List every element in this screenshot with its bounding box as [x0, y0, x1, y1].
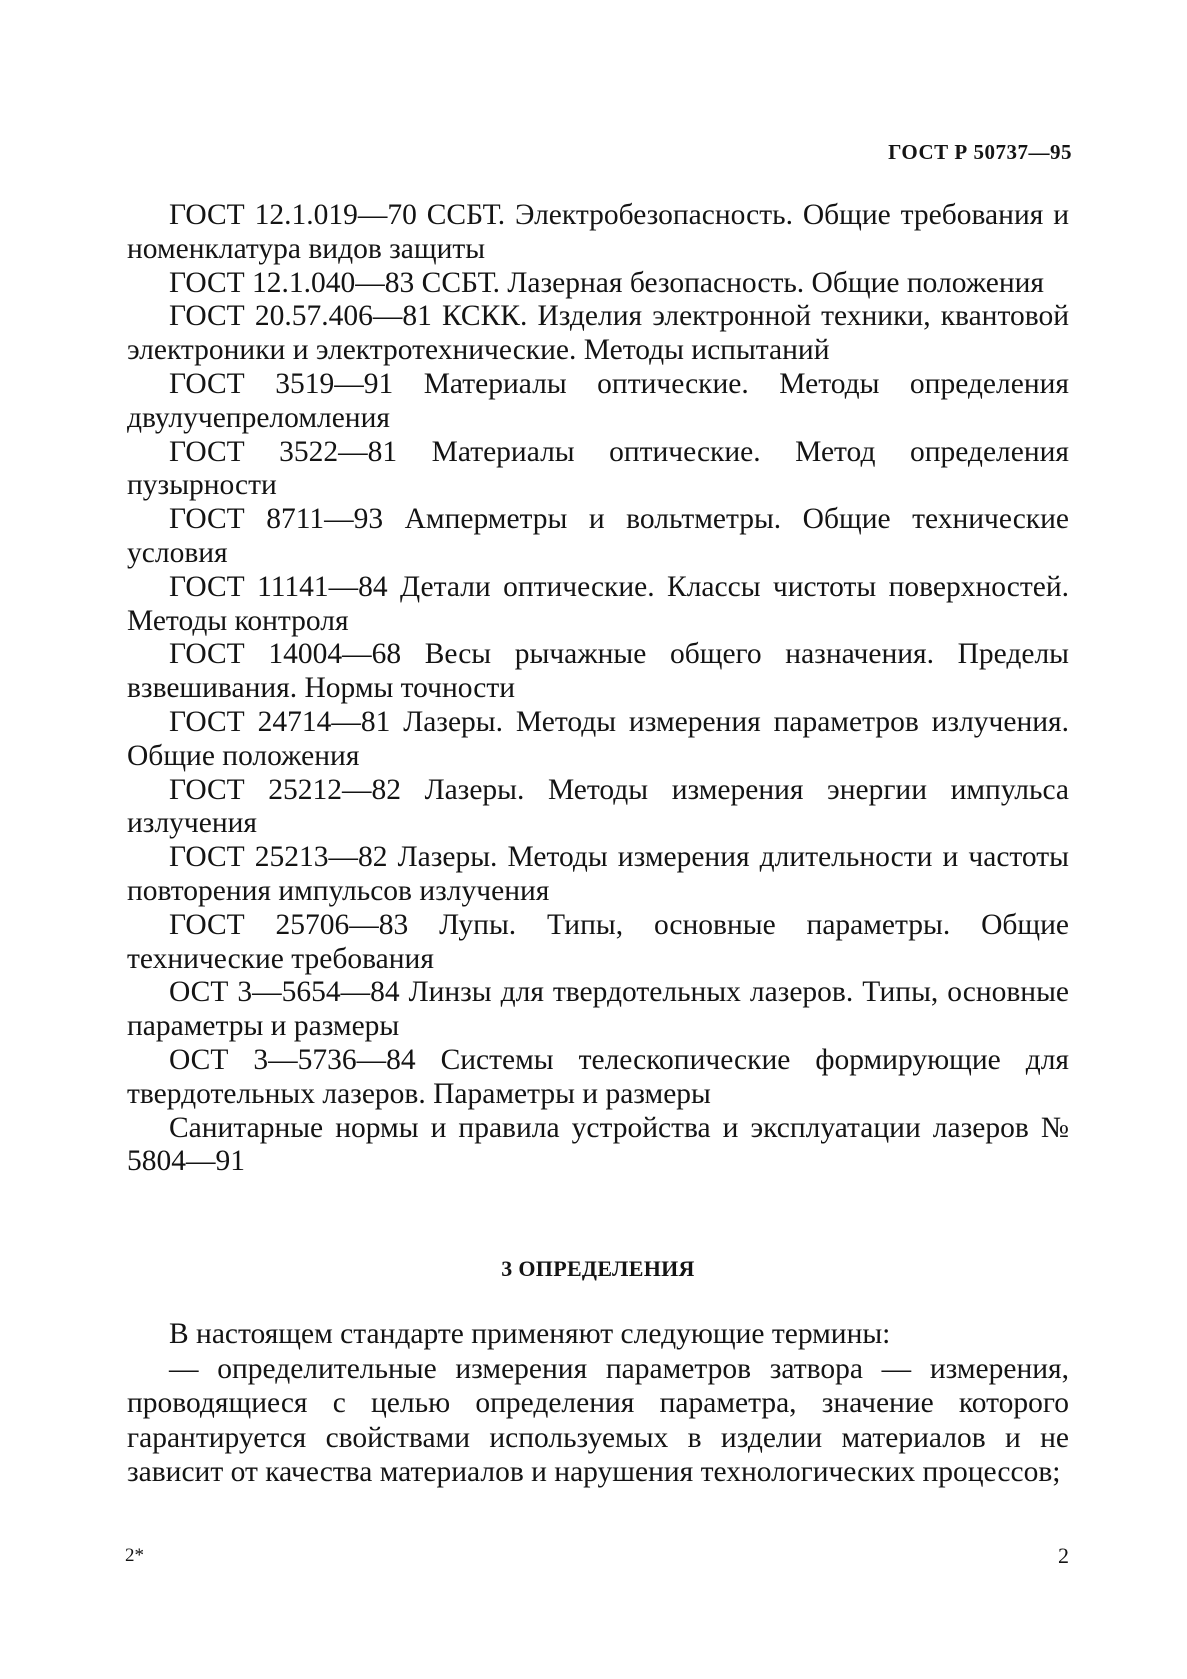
reference-item: ГОСТ 25212—82 Лазеры. Методы измерения энергии импульса излучения	[127, 773, 1069, 840]
reference-item: ГОСТ 11141—84 Детали оптические. Классы чистоты поверхностей. Методы контроля	[127, 570, 1069, 637]
normative-references-list	[127, 199, 1069, 1179]
reference-item: ГОСТ 20.57.406—81 КСКК. Изделия электронной техники, квантовой электроники и электротехнические. Методы испытаний	[127, 300, 1069, 367]
section-body	[127, 1317, 1069, 1490]
reference-item: ГОСТ 3522—81 Материалы оптические. Метод определения пузырности	[127, 435, 1069, 502]
document-header: ГОСТ Р 50737—95	[888, 140, 1072, 164]
reference-item: ГОСТ 25706—83 Лупы. Типы, основные параметры. Общие технические требования	[127, 908, 1069, 975]
reference-item: Санитарные нормы и правила устройства и эксплуатации лазеров № 5804—91	[127, 1111, 1069, 1178]
section-title: 3 ОПРЕДЕЛЕНИЯ	[501, 1256, 695, 1281]
reference-item: ГОСТ 3519—91 Материалы оптические. Методы определения двулучепреломления	[127, 367, 1069, 434]
reference-item: ГОСТ 12.1.019—70 ССБТ. Электробезопасность. Общие требования и номенклатура видов защиты	[127, 199, 1069, 265]
reference-item: ГОСТ 12.1.040—83 ССБТ. Лазерная безопасность. Общие положения	[169, 266, 1044, 299]
reference-item: ГОСТ 25213—82 Лазеры. Методы измерения длительности и частоты повторения импульсов излучения	[127, 841, 1069, 907]
reference-item: ОСТ 3—5736—84 Системы телескопические формирующие для твердотельных лазеров. Параметры и размеры	[127, 1043, 1069, 1110]
reference-item: ГОСТ 8711—93 Амперметры и вольтметры. Общие технические условия	[127, 503, 1069, 569]
reference-item: ГОСТ 24714—81 Лазеры. Методы измерения параметров излучения. Общие положения	[127, 705, 1069, 772]
page-number: 2	[1058, 1543, 1069, 1568]
reference-item: ОСТ 3—5654—84 Линзы для твердотельных лазеров. Типы, основные параметры и размеры	[127, 976, 1069, 1043]
reference-item: ГОСТ 14004—68 Весы рычажные общего назначения. Пределы взвешивания. Нормы точности	[127, 638, 1069, 705]
section-intro: В настоящем стандарте применяют следующие термины:	[169, 1318, 891, 1350]
signature-mark: 2*	[125, 1545, 144, 1566]
definition-item: — определительные измерения параметров затвора — измерения, проводящиеся с целью определения параметра, значение которого гарантируется свойствами используемых в изделии материалов и не зависит от качества материалов и нарушения технологических процессов;	[127, 1352, 1069, 1488]
